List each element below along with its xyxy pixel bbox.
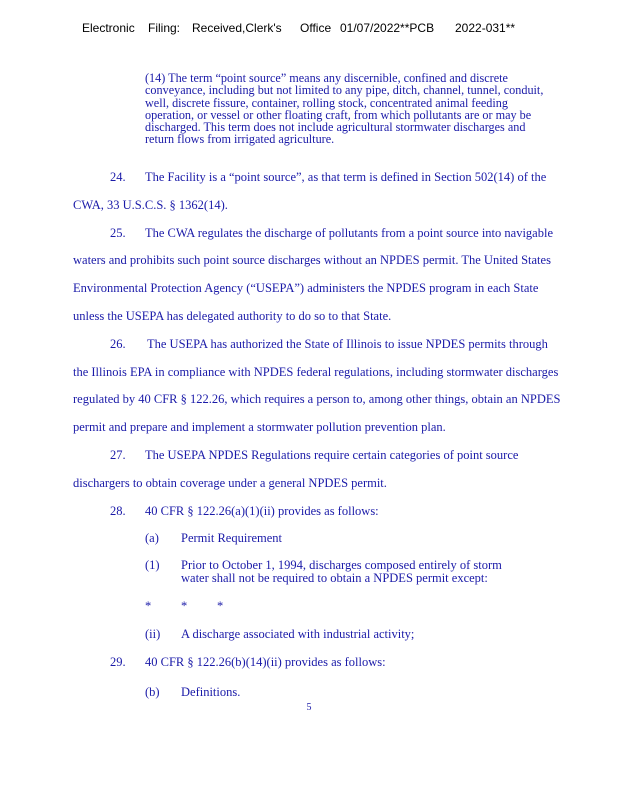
- quote-line: (14) The term “point source” means any discernible, confined and discrete: [145, 71, 508, 85]
- reg-text-line: water shall not be required to obtain a NPDES permit except:: [181, 571, 488, 585]
- reg-text-industrial-activity: A discharge associated with industrial activity;: [181, 627, 415, 641]
- paragraph-line: waters and prohibits such point source discharges without an NPDES permit. The United States: [73, 253, 551, 267]
- header-electronic: Electronic: [82, 21, 135, 35]
- paragraph-line: The Facility is a “point source”, as that term is defined in Section 502(14) of the: [145, 170, 547, 184]
- reg-label-b: (b): [145, 685, 160, 699]
- reg-text-permit-requirement: Permit Requirement: [181, 531, 283, 545]
- reg-label-ii: (ii): [145, 627, 161, 641]
- paragraph-line: unless the USEPA has delegated authority to do so to that State.: [73, 309, 392, 323]
- paragraph-line: The CWA regulates the discharge of pollutants from a point source into navigable: [145, 226, 553, 240]
- header-date: 01/07/2022**PCB: [340, 21, 435, 35]
- header-office: Office: [300, 21, 332, 35]
- quote-line: return flows from irrigated agriculture.: [145, 132, 335, 147]
- paragraph-line: dischargers to obtain coverage under a general NPDES permit.: [73, 476, 387, 490]
- paragraph-line: 40 CFR § 122.26(a)(1)(ii) provides as follows:: [145, 504, 379, 518]
- quote-line: conveyance, including but not limited to any pipe, ditch, channel, tunnel, conduit,: [145, 83, 544, 98]
- paragraph-line: The USEPA NPDES Regulations require certain categories of point source: [145, 448, 519, 462]
- paragraph-line: CWA, 33 U.S.C.S. § 1362(14).: [73, 198, 228, 212]
- point-source-definition-quote: [145, 72, 600, 146]
- reg-text-definitions: Definitions.: [181, 685, 241, 699]
- quote-line: operation, or vessel or other floating craft, from which pollutants are or may be: [145, 107, 532, 122]
- paragraph-line: the Illinois EPA in compliance with NPDES federal regulations, including stormwater discharges: [73, 365, 559, 379]
- filing-stamp-header: [0, 21, 618, 37]
- paragraph-line: 40 CFR § 122.26(b)(14)(ii) provides as follows:: [145, 655, 386, 669]
- paragraph-line: permit and prepare and implement a stormwater pollution prevention plan.: [73, 420, 446, 434]
- paragraph-number: 24.: [110, 170, 126, 184]
- paragraph-number: 27.: [110, 448, 126, 462]
- reg-text-line: Prior to October 1, 1994, discharges composed entirely of storm: [181, 558, 502, 572]
- header-received: Received,Clerk's: [192, 21, 282, 35]
- quote-line: well, discrete fissure, container, rolling stock, concentrated animal feeding: [145, 95, 508, 110]
- paragraph-line: The USEPA has authorized the State of Illinois to issue NPDES permits through: [147, 337, 548, 351]
- quote-line: discharged. This term does not include agricultural stormwater discharges and: [145, 120, 526, 135]
- paragraph-number: 25.: [110, 226, 126, 240]
- paragraph-number: 26.: [110, 337, 126, 351]
- ellipsis-star: *: [217, 599, 224, 613]
- header-docket: 2022-031**: [455, 21, 516, 35]
- paragraph-number: 29.: [110, 655, 126, 669]
- header-filing: Filing:: [148, 21, 181, 35]
- reg-label-a: (a): [145, 531, 159, 545]
- paragraph-number: 28.: [110, 504, 126, 518]
- paragraph-line: regulated by 40 CFR § 122.26, which requires a person to, among other things, obtain an NPDES: [73, 392, 561, 406]
- page-number: 5: [306, 702, 312, 713]
- ellipsis-star: *: [145, 599, 152, 613]
- paragraph-line: Environmental Protection Agency (“USEPA”) administers the NPDES program in each State: [73, 281, 539, 295]
- ellipsis-star: *: [181, 599, 188, 613]
- reg-label-1: (1): [145, 558, 160, 572]
